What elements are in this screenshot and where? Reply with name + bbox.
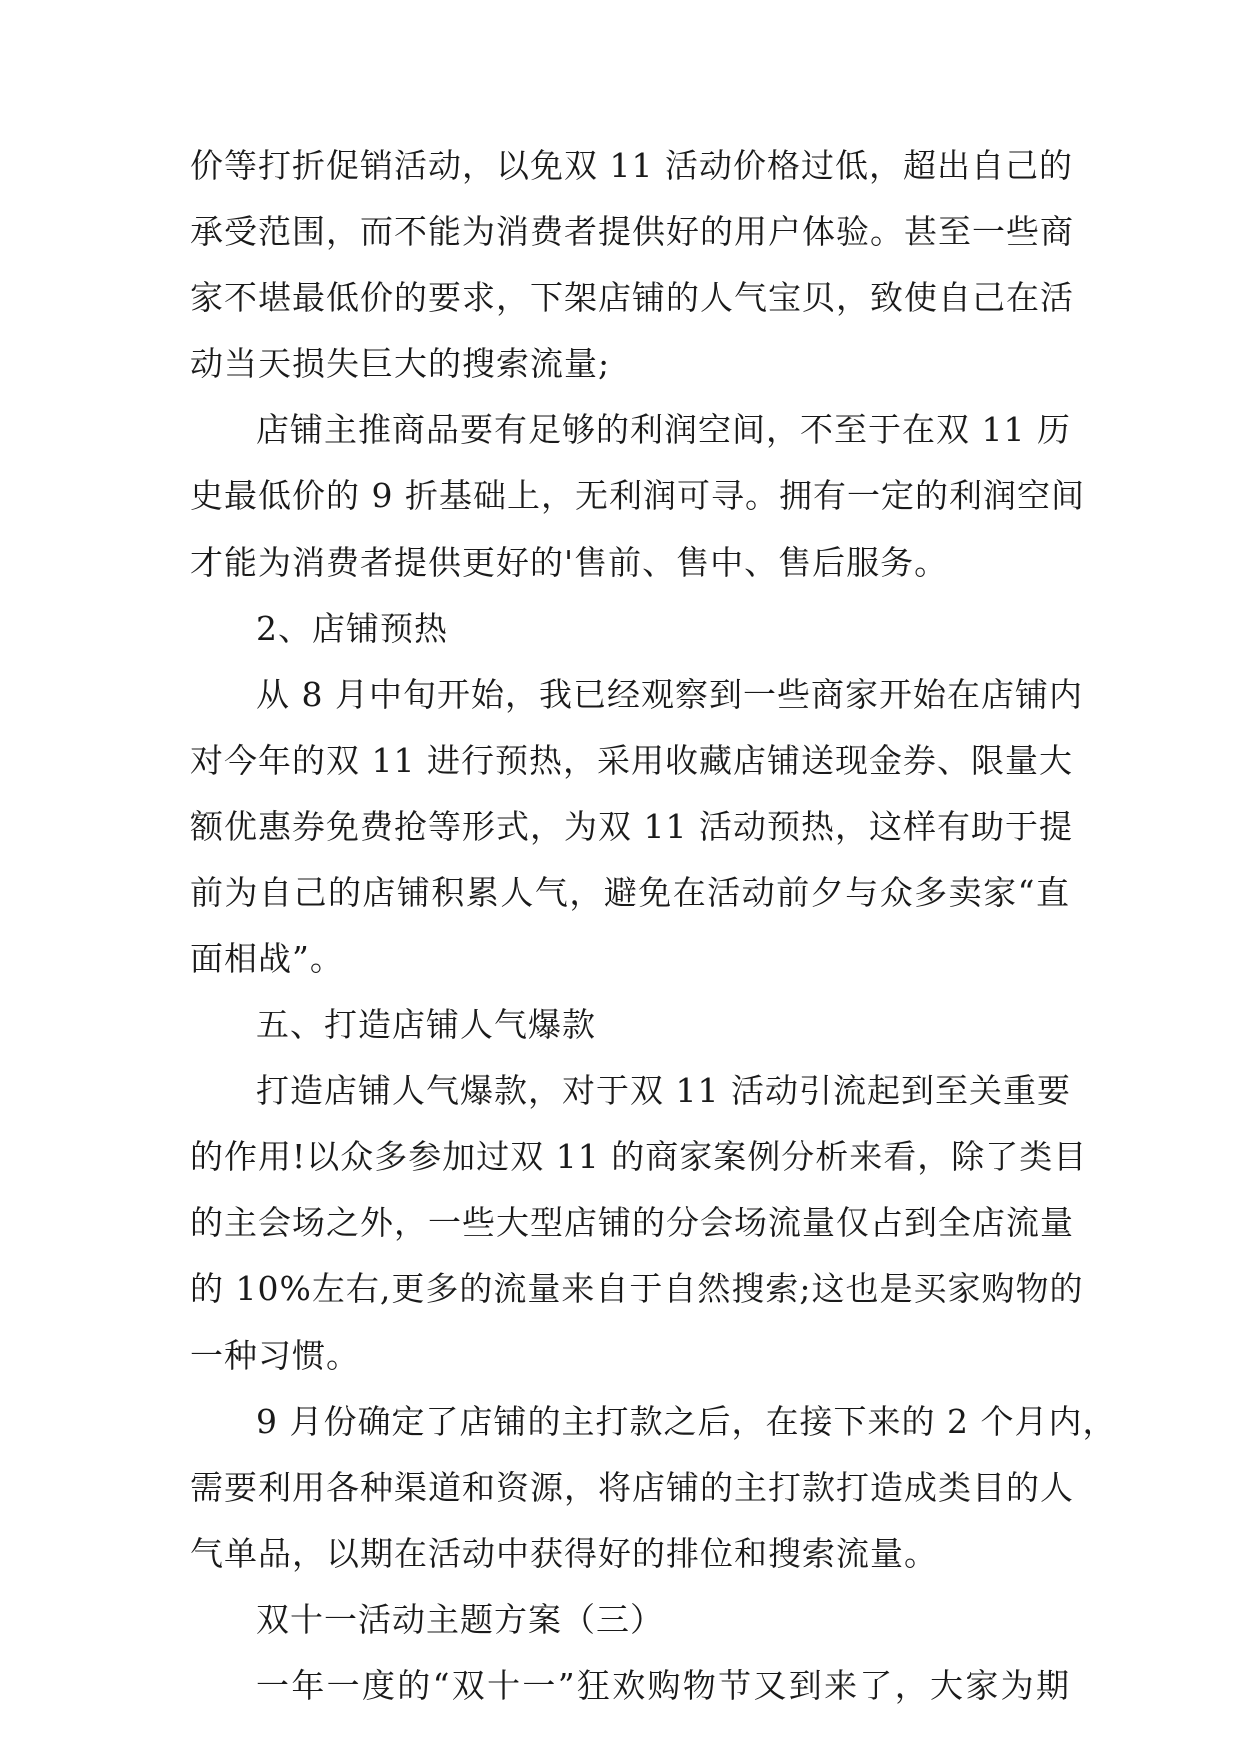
text-line: 气单品，以期在活动中获得好的排位和搜索流量。 bbox=[190, 1534, 938, 1573]
text-line: 动当天损失巨大的搜索流量; bbox=[190, 344, 611, 383]
text-line: 才能为消费者提供更好的'售前、售中、售后服务。 bbox=[190, 543, 949, 582]
text-line: 家不堪最低价的要求，下架店铺的人气宝贝，致使自己在活 bbox=[190, 278, 1074, 317]
section-heading: 双十一活动主题方案（三） bbox=[256, 1600, 664, 1639]
paragraph-first-line: 店铺主推商品要有足够的利润空间，不至于在双 11 历 bbox=[256, 410, 1071, 449]
text-line: 史最低价的 9 折基础上，无利润可寻。拥有一定的利润空间 bbox=[190, 476, 1085, 515]
paragraph-first-line: 一年一度的“双十一”狂欢购物节又到来了，大家为期 bbox=[256, 1666, 1070, 1705]
text-line: 一种习惯。 bbox=[190, 1336, 360, 1375]
text-line: 的主会场之外，一些大型店铺的分会场流量仅占到全店流量 bbox=[190, 1203, 1074, 1242]
text-line: 承受范围，而不能为消费者提供好的用户体验。甚至一些商 bbox=[190, 212, 1074, 251]
text-line: 额优惠券免费抢等形式，为双 11 活动预热，这样有助于提 bbox=[190, 807, 1073, 846]
section-heading: 2、店铺预热 bbox=[256, 609, 448, 648]
text-line: 的 10%左右,更多的流量来自于自然搜索;这也是买家购物的 bbox=[190, 1269, 1084, 1308]
text-line: 前为自己的店铺积累人气，避免在活动前夕与众多卖家“直 bbox=[190, 873, 1070, 912]
text-line: 对今年的双 11 进行预热，采用收藏店铺送现金券、限量大 bbox=[190, 741, 1073, 780]
text-line: 面相战”。 bbox=[190, 939, 344, 978]
paragraph-first-line: 从 8 月中旬开始，我已经观察到一些商家开始在店铺内 bbox=[256, 675, 1083, 714]
paragraph-first-line: 9 月份确定了店铺的主打款之后，在接下来的 2 个月内， bbox=[256, 1402, 1117, 1441]
section-heading: 五、打造店铺人气爆款 bbox=[256, 1005, 596, 1044]
text-line: 的作用!以众多参加过双 11 的商家案例分析来看，除了类目 bbox=[190, 1137, 1088, 1176]
text-line: 价等打折促销活动，以免双 11 活动价格过低，超出自己的 bbox=[190, 146, 1073, 185]
text-line: 需要利用各种渠道和资源，将店铺的主打款打造成类目的人 bbox=[190, 1468, 1074, 1507]
paragraph-first-line: 打造店铺人气爆款，对于双 11 活动引流起到至关重要 bbox=[256, 1071, 1071, 1110]
